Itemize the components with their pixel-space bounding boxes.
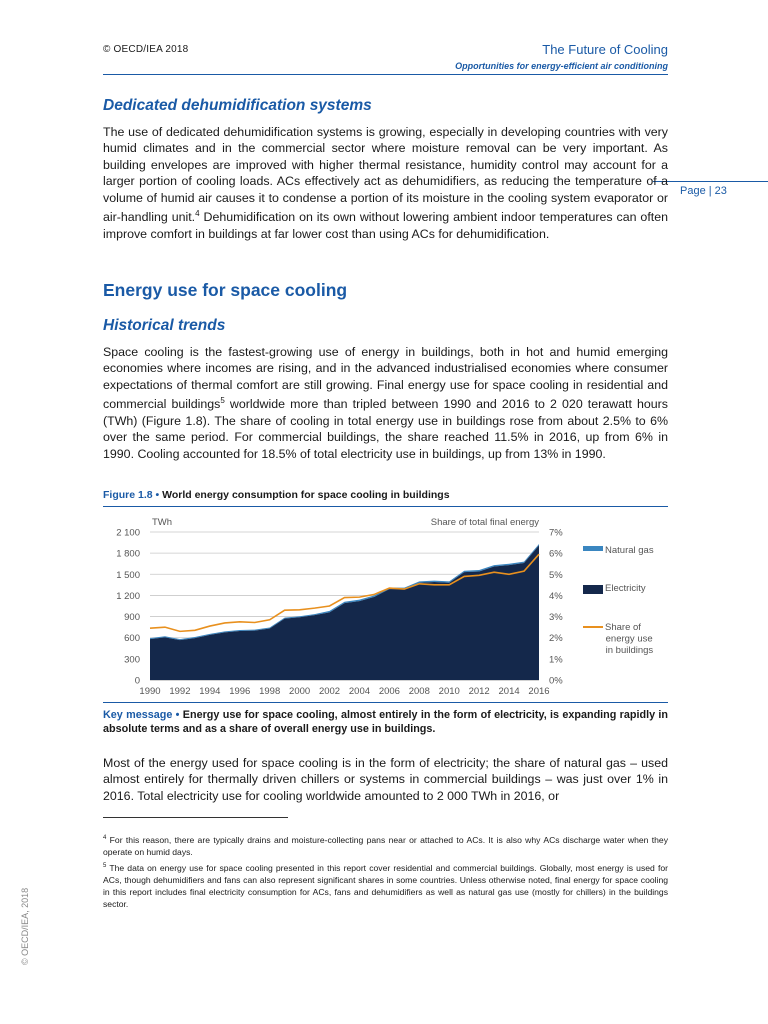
key-message-text: Energy use for space cooling, almost entirely in the form of electricity, is expanding rapidly in absolute terms and as a share of overall energy use in buildings. [103,709,669,735]
x-tick-label: 2002 [318,686,341,697]
y2-tick-label: 7% [549,527,563,539]
footnote-number: 5 [103,863,107,869]
key-message-label: Key message [103,709,173,721]
figure-caption [103,489,450,501]
figure-label: Figure 1.8 [103,489,153,501]
legend-swatch-natural-gas [583,546,603,551]
x-tick-label: 1996 [229,686,251,697]
paragraph-text: Space cooling is the fastest-growing use of energy in buildings, both in hot and humid emerging economies where incomes are rising, and in the advanced industrialised economies where consumer expectations of thermal comfort are still growing. Final energy use for space cooling in residential and commercial buildings [103,345,668,412]
header-title: The Future of Cooling [542,42,668,57]
x-tick-label: 1998 [259,686,281,697]
y2-tick-label: 1% [549,654,563,666]
x-tick-label: 2014 [498,686,520,697]
y2-axis-title: Share of total final energy [430,517,539,528]
y-tick-label: 1 800 [116,548,140,560]
section-heading-dehumidification: Dedicated dehumidification systems [103,97,372,114]
side-copyright: © OECD/IEA, 2018 [20,887,30,965]
x-tick-label: 2012 [468,686,490,697]
y2-tick-label: 5% [549,569,563,581]
footnote-ref-4[interactable]: 4 [195,209,200,219]
y-tick-label: 2 100 [116,527,140,539]
header-rule [103,74,668,75]
footnote-ref-5[interactable]: 5 [220,396,225,406]
page-number: Page | 23 [680,185,727,197]
y2-tick-label: 2% [549,633,563,645]
figure-caption-text: World energy consumption for space cooling in buildings [162,489,450,501]
x-tick-label: 2016 [528,686,550,697]
y-axis-title: TWh [152,517,173,528]
header-subtitle: Opportunities for energy-efficient air conditioning [455,61,668,71]
x-tick-label: 2008 [408,686,430,697]
section-heading-energy-use: Energy use for space cooling [103,280,348,300]
y2-tick-label: 4% [549,590,563,602]
x-tick-label: 1990 [139,686,161,697]
y-tick-label: 900 [124,612,140,624]
y2-tick-label: 6% [549,548,563,560]
footnote-number: 4 [103,835,107,841]
footnote-text: For this reason, there are typically drains and moisture-collecting pans near or attached to ACs. It is also why ACs discharge water when they operate on humid days. [103,834,668,858]
x-tick-label: 2000 [289,686,311,697]
x-tick-label: 2010 [438,686,460,697]
y-tick-label: 300 [124,654,140,666]
legend-swatch-electricity [583,585,603,594]
x-tick-label: 2004 [348,686,371,697]
x-tick-label: 1994 [199,686,221,697]
paragraph-historical-trends [103,344,668,462]
paragraph-text: worldwide more than tripled between 1990 and 2016 to 2 020 terawatt hours (TWh) (Figure 1.8). The share of cooling in total energy use in buildings rose from about 2.5% to 6% over the same period. For commercial buildings, the share reached 11.5% in 2016, up from 6% in 1990. Cooling accounted for 18.5% of total electricity use in buildings, up from 13% in 1990. [103,397,668,461]
key-message-bullet: • [172,709,183,721]
y2-tick-label: 3% [549,612,563,624]
footnote-text: The data on energy use for space cooling presented in this report cover residential and commercial buildings. Globally, most energy is used for ACs, though dehumidifiers and fans can also represent significant shares in some countries. Unless otherwise noted, final energy for space cooling in this report includes final electricity consumption for ACs, fans and dehumidifiers as well as natural gas use (mostly for chillers) in the buildings sector. [103,862,668,910]
cooling-energy-chart [103,508,668,700]
footnote-5 [103,860,668,911]
key-message [103,708,668,736]
y2-tick-label: 0% [549,675,563,687]
x-tick-label: 2006 [378,686,400,697]
y-tick-label: 1 500 [116,569,140,581]
x-tick-label: 1992 [169,686,191,697]
figure-top-rule [103,506,668,507]
footnote-4 [103,832,668,858]
page-number-rule [653,181,768,182]
paragraph-dehumidification [103,124,668,242]
legend-label-share: Share of energy use in buildings [603,622,654,656]
electricity-area [150,545,539,680]
footnote-rule [103,817,288,818]
paragraph-text: Dehumidification on its own without lowering ambient indoor temperatures can often improve comfort in buildings at far lower cost than using ACs for dehumidification. [103,210,668,241]
header-copyright: © OECD/IEA 2018 [103,44,189,55]
figure-bullet: • [152,489,163,501]
y-tick-label: 600 [124,633,140,645]
y-tick-label: 0 [134,675,140,687]
subsection-heading-historical-trends: Historical trends [103,317,226,334]
y-tick-label: 1 200 [116,590,140,602]
paragraph-electricity: Most of the energy used for space cooling is in the form of electricity; the share of natural gas – used almost entirely for thermally driven chillers or systems in commercial buildings – was just over 1% in 2016. Total electricity use for cooling worldwide amounted to 2 000 TWh in 2016, or [103,756,668,803]
paragraph-text: The use of dedicated dehumidification systems is growing, especially in developing countries with very humid climates and in the commercial sector where moisture removal can be very important. As building envelopes are improved with higher thermal resistance, humidity control may account for a larger portion of cooling loads. ACs effectively act as dehumidifiers, as reducing the temperature of a volume of humid air causes it to condense a portion of its moisture in the cooling system evaporator or air-handling unit. [103,125,668,225]
legend-label-natural-gas: Natural gas [605,545,654,556]
legend-label-electricity: Electricity [605,583,646,594]
figure-bottom-rule [103,702,668,703]
